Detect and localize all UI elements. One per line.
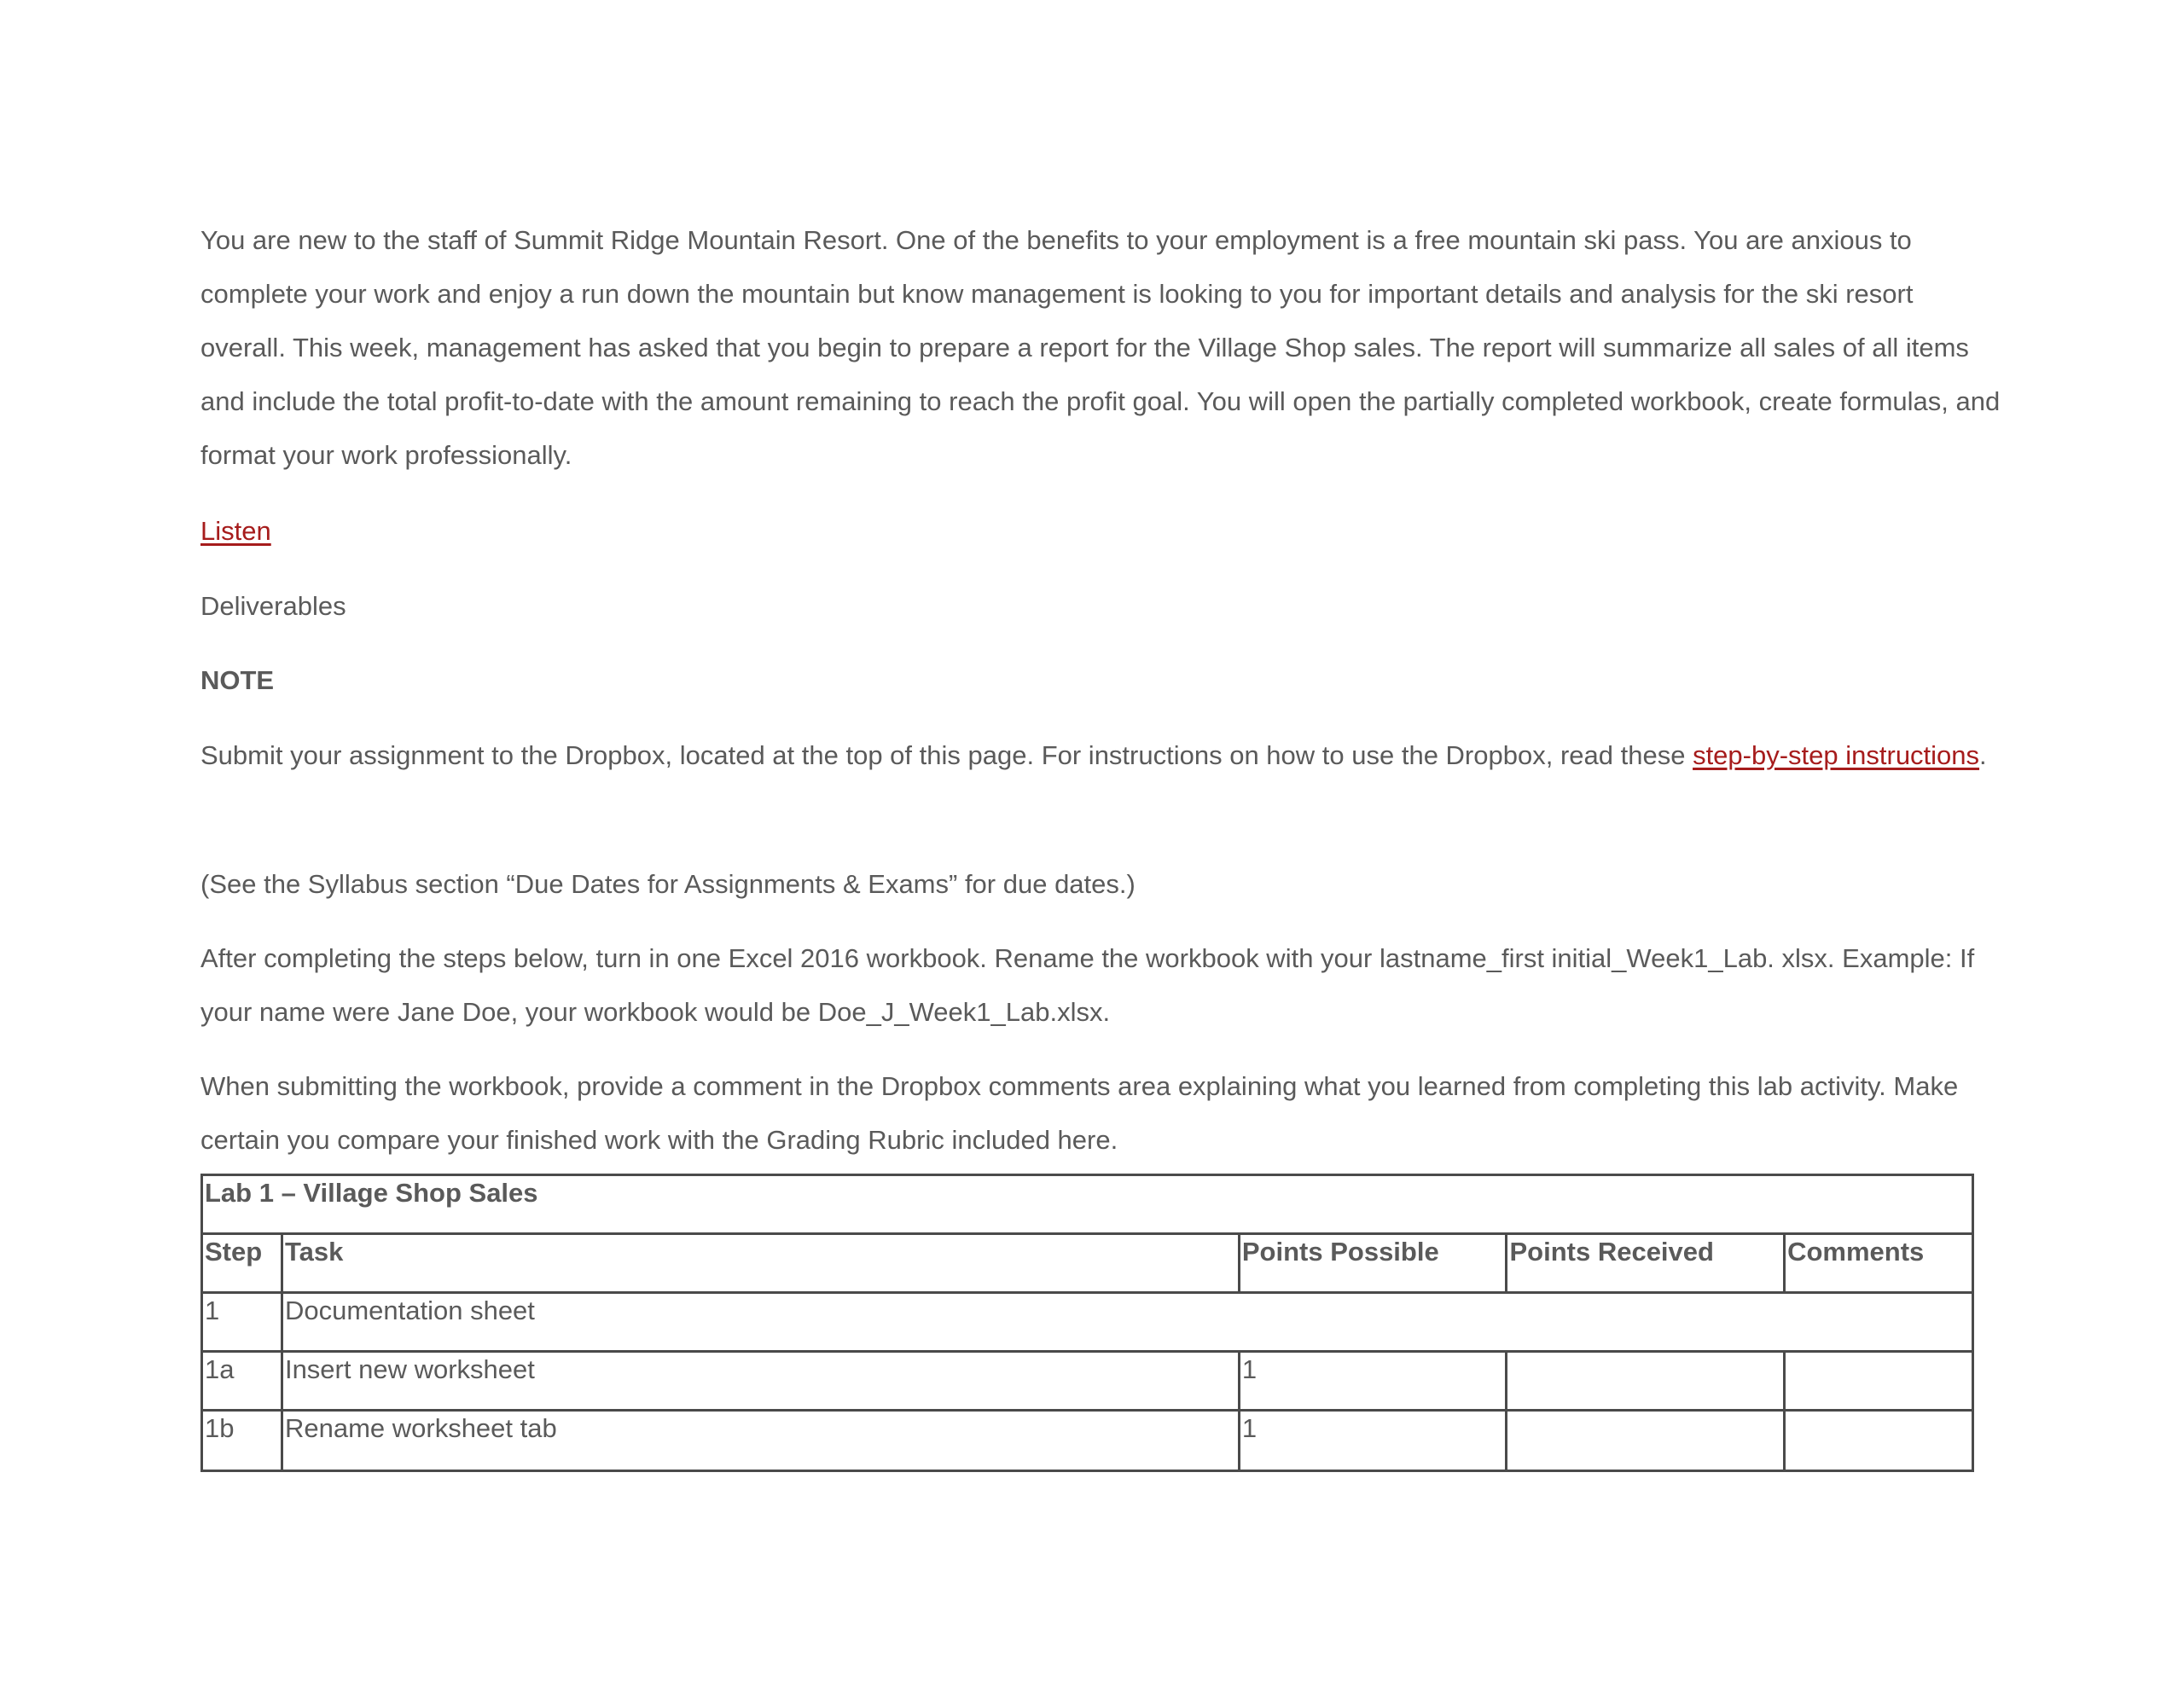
row-points-received bbox=[1507, 1411, 1785, 1471]
row-step: 1a bbox=[202, 1352, 282, 1411]
step-by-step-instructions-link[interactable]: step-by-step instructions bbox=[1693, 740, 1980, 770]
table-row bbox=[202, 1411, 1973, 1471]
header-step: Step bbox=[202, 1234, 282, 1293]
listen-paragraph bbox=[200, 504, 271, 558]
row-points-possible: 1 bbox=[1239, 1352, 1507, 1411]
note-heading: NOTE bbox=[200, 665, 275, 695]
header-comments: Comments bbox=[1785, 1234, 1973, 1293]
rubric-header-row bbox=[202, 1234, 1973, 1293]
row-points-received bbox=[1507, 1352, 1785, 1411]
listen-link[interactable]: Listen bbox=[200, 516, 271, 546]
header-task: Task bbox=[282, 1234, 1239, 1293]
deliverables-heading: Deliverables bbox=[200, 591, 346, 621]
row-task: Documentation sheet bbox=[282, 1293, 1972, 1352]
row-task: Rename worksheet tab bbox=[282, 1411, 1239, 1471]
rubric-title-row bbox=[202, 1175, 1973, 1234]
row-step: 1b bbox=[202, 1411, 282, 1471]
table-row bbox=[202, 1293, 1973, 1352]
row-comments bbox=[1785, 1352, 1973, 1411]
submit-text: Submit your assignment to the Dropbox, located at the top of this page. For instructions on how to use the Dropbox, read these bbox=[200, 740, 1693, 770]
row-points-possible: 1 bbox=[1239, 1411, 1507, 1471]
syllabus-note: (See the Syllabus section “Due Dates for Assignments & Exams” for due dates.) bbox=[200, 869, 1136, 899]
row-step: 1 bbox=[202, 1293, 282, 1352]
row-comments bbox=[1785, 1411, 1973, 1471]
header-points-possible: Points Possible bbox=[1239, 1234, 1507, 1293]
when-submitting-paragraph: When submitting the workbook, provide a comment in the Dropbox comments area explaining what you learned from completing this lab activity. Make certain you compare your finished work with the Grading Rubric included here. bbox=[200, 1071, 1959, 1155]
table-row bbox=[202, 1352, 1973, 1411]
submit-paragraph bbox=[200, 728, 2001, 782]
rubric-title: Lab 1 – Village Shop Sales bbox=[202, 1175, 1973, 1234]
header-points-received: Points Received bbox=[1507, 1234, 1785, 1293]
row-task: Insert new worksheet bbox=[282, 1352, 1239, 1411]
intro-paragraph: You are new to the staff of Summit Ridge Mountain Resort. One of the benefits to your employment is a free mountain ski pass. You are anxious to complete your work and enjoy a run down the mountain but know management is looking to you for important details and analysis for the ski resort overall. This week, management has asked that you begin to prepare a report for the Village Shop sales. The report will summarize all sales of all items and include the total profit-to-date with the amount remaining to reach the profit goal. You will open the partially completed workbook, create formulas, and format your work professionally. bbox=[200, 225, 2001, 470]
submit-end: . bbox=[1979, 740, 1987, 770]
grading-rubric-table bbox=[200, 1174, 1974, 1472]
after-completing-paragraph: After completing the steps below, turn in one Excel 2016 workbook. Rename the workbook with your lastname_first initial_Week1_Lab. xlsx. Example: If your name were Jane Doe, your workbook would be Doe_J_Week1_Lab.xlsx. bbox=[200, 943, 1975, 1027]
